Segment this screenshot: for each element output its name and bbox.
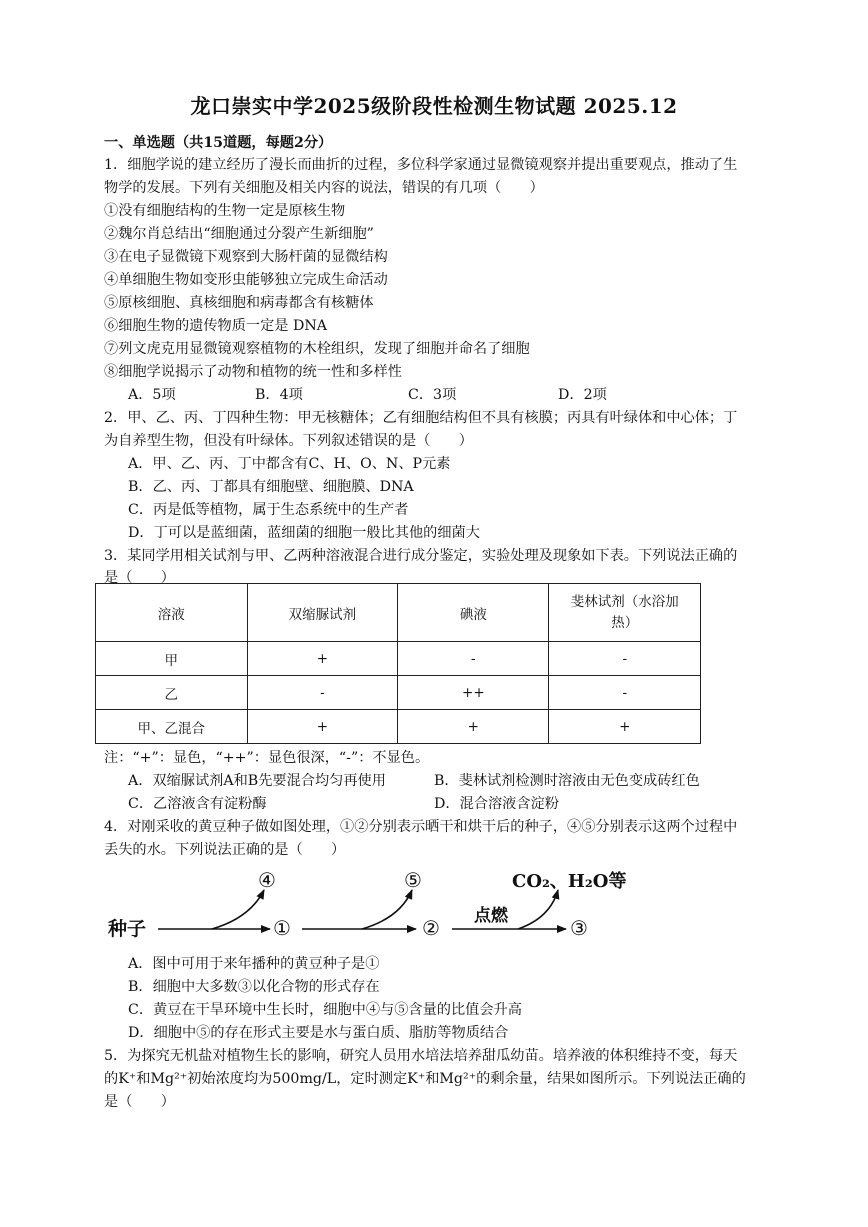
q1-item: ⑦列文虎克用显微镜观察植物的木栓组织，发现了细胞并命名了细胞 <box>104 341 530 357</box>
table-cell: 甲、乙混合 <box>96 710 248 744</box>
arrow-curve <box>212 890 264 929</box>
table-header-text: 斐林试剂（水浴加 <box>570 593 679 610</box>
table-cell: - <box>549 642 701 676</box>
table-cell: - <box>398 642 549 676</box>
table-cell: + <box>549 710 701 744</box>
table-cell: + <box>247 710 398 744</box>
table-cell: ++ <box>398 676 549 710</box>
diagram-node-3: ③ <box>570 916 588 940</box>
q1-options <box>128 385 748 405</box>
table-row <box>96 710 701 744</box>
q1-stem-line-1: 1．细胞学说的建立经历了漫长而曲折的过程，多位科学家通过显微镜观察并提出重要观点，推动了生 <box>104 157 738 173</box>
table-cell: 乙 <box>96 676 248 710</box>
section-heading: 一、单选题（共15道题，每题2分） <box>104 135 333 151</box>
q1-item: ③在电子显微镜下观察到大肠杆菌的显微结构 <box>104 249 388 265</box>
q1-item: ①没有细胞结构的生物一定是原核生物 <box>104 203 346 219</box>
q4-option-c[interactable]: C．黄豆在干旱环境中生长时，细胞中④与⑤含量的比值会升高 <box>128 1002 522 1018</box>
diagram-seed-label: 种子 <box>108 918 147 940</box>
table-row <box>96 676 701 710</box>
q1-option-a[interactable]: A．5项 <box>128 387 176 403</box>
q3-stem-line-1: 3．某同学用相关试剂与甲、乙两种溶液混合进行成分鉴定，实验处理及现象如下表。下列说法正确的 <box>104 548 738 564</box>
q1-item: ⑧细胞学说揭示了动物和植物的统一性和多样性 <box>104 364 402 380</box>
q1-option-b[interactable]: B．4项 <box>255 387 303 403</box>
diagram-node-5: ⑤ <box>404 868 422 892</box>
seed-processing-diagram <box>100 862 660 950</box>
q5-stem-line-1: 5．为探究无机盐对植物生长的影响，研究人员用水培法培养甜瓜幼苗。培养液的体积维持不变，每天 <box>104 1048 738 1064</box>
page-title: 龙口崇实中学2025级阶段性检测生物试题 2025.12 <box>190 94 678 118</box>
diagram-node-2: ② <box>422 916 440 940</box>
q4-option-b[interactable]: B．细胞中大多数③以化合物的形式存在 <box>128 979 380 995</box>
q5-stem-line-2: 的K⁺和Mg²⁺初始浓度均为500mg/L，定时测定K⁺和Mg²⁺的剩余量，结果如图所示。下列说法正确的 <box>104 1071 746 1087</box>
q4-option-a[interactable]: A．图中可用于来年播种的黄豆种子是① <box>128 956 380 972</box>
table-cell: + <box>247 642 398 676</box>
table-header-cell <box>549 584 701 642</box>
q2-option-a[interactable]: A．甲、乙、丙、丁中都含有C、H、O、N、P元素 <box>128 456 451 472</box>
q1-item: ④单细胞生物如变形虫能够独立完成生命活动 <box>104 272 388 288</box>
table-header-cell: 碘液 <box>398 584 549 642</box>
q1-item: ②魏尔肖总结出“细胞通过分裂产生新细胞” <box>104 226 374 242</box>
q3-option-d[interactable]: D．混合溶液含淀粉 <box>434 796 559 812</box>
table-cell: + <box>398 710 549 744</box>
diagram-burn-label: 点燃 <box>474 906 508 926</box>
q4-stem-line-2: 丢失的水。下列说法正确的是（ ） <box>104 842 346 858</box>
q3-option-c[interactable]: C．乙溶液含有淀粉酶 <box>128 796 267 812</box>
q1-option-d[interactable]: D．2项 <box>558 387 607 403</box>
q4-stem-line-1: 4．对刚采收的黄豆种子做如图处理，①②分别表示晒干和烘干后的种子，④⑤分别表示这两个过程中 <box>104 819 738 835</box>
q3-options-row-2 <box>128 794 768 814</box>
arrow-curve <box>362 890 412 929</box>
q5-stem-line-3: 是（ ） <box>104 1094 175 1110</box>
q1-stem-line-2: 物学的发展。下列有关细胞及相关内容的说法，错误的有几项（ ） <box>104 180 544 196</box>
q2-stem-line-2: 为自养型生物，但没有叶绿体。下列叙述错误的是（ ） <box>104 433 473 449</box>
table-header-cell: 溶液 <box>96 584 248 642</box>
diagram-node-1: ① <box>273 916 291 940</box>
table-row <box>96 642 701 676</box>
table-cell: - <box>549 676 701 710</box>
q4-option-d[interactable]: D．细胞中⑤的存在形式主要是水与蛋白质、脂肪等物质结合 <box>128 1025 509 1041</box>
arrow-curve <box>518 890 558 929</box>
q2-stem-line-1: 2．甲、乙、丙、丁四种生物：甲无核糖体；乙有细胞结构但不具有核膜；丙具有叶绿体和中心体；丁 <box>104 410 738 426</box>
q1-option-c[interactable]: C．3项 <box>408 387 457 403</box>
table-header-cell: 双缩脲试剂 <box>247 584 398 642</box>
q2-option-d[interactable]: D．丁可以是蓝细菌，蓝细菌的细胞一般比其他的细菌大 <box>128 525 480 541</box>
table-cell: - <box>247 676 398 710</box>
q2-option-c[interactable]: C．丙是低等植物，属于生态系统中的生产者 <box>128 502 409 518</box>
q3-option-b[interactable]: B．斐林试剂检测时溶液由无色变成砖红色 <box>434 773 700 789</box>
q3-table-note: 注：“+”：显色，“++”：显色很深，“-”：不显色。 <box>104 750 430 766</box>
table-header-text: 热） <box>611 614 639 631</box>
q3-option-a[interactable]: A．双缩脲试剂A和B先要混合均匀再使用 <box>128 773 386 789</box>
diagram-node-4: ④ <box>258 868 276 892</box>
q3-options-row-1 <box>128 771 768 791</box>
q3-stem-line-2: 是（ ） <box>104 570 175 586</box>
q1-item: ⑥细胞生物的遗传物质一定是 DNA <box>104 318 327 334</box>
table-cell: 甲 <box>96 642 248 676</box>
table-header-row <box>96 584 701 642</box>
diagram-products-label: CO₂、H₂O等 <box>512 871 627 892</box>
q1-item: ⑤原核细胞、真核细胞和病毒都含有核糖体 <box>104 295 374 311</box>
q2-option-b[interactable]: B．乙、丙、丁都具有细胞壁、细胞膜、DNA <box>128 479 414 495</box>
q3-results-table <box>95 583 701 744</box>
